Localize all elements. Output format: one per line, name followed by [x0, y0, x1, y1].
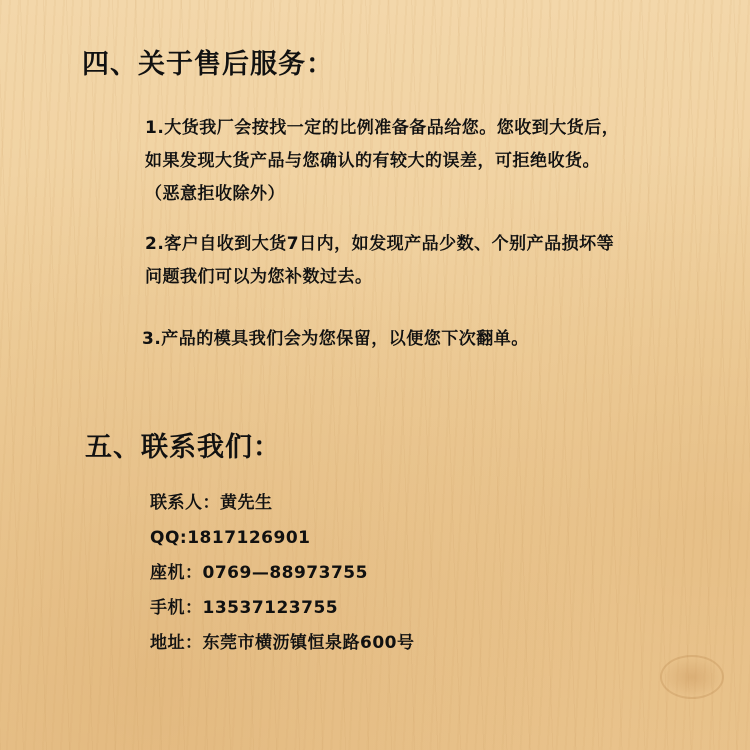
after-sales-item-2: [145, 228, 614, 294]
contact-mobile: 手机：13537123755: [150, 598, 339, 618]
after-sales-item-3: [142, 323, 529, 356]
contact-landline: 座机：0769—88973755: [150, 563, 368, 583]
after-sales-item-1-line-3: （恶意拒收除外）: [145, 184, 285, 204]
contact-list: [150, 490, 415, 665]
after-sales-item-3-line-1: 3.产品的模具我们会为您保留，以便您下次翻单。: [142, 329, 529, 349]
after-sales-item-1-line-1: 1.大货我厂会按找一定的比例准备备品给您。您收到大货后，: [145, 118, 620, 138]
after-sales-item-1: [145, 112, 619, 211]
after-sales-item-1-line-2: 如果发现大货产品与您确认的有较大的误差，可拒绝收货。: [145, 151, 600, 171]
after-sales-item-2-line-1: 2.客户自收到大货7日内，如发现产品少数、个别产品损坏等: [145, 234, 615, 254]
contact-address: 地址：东莞市横沥镇恒泉路600号: [150, 633, 415, 653]
contact-person: 联系人：黄先生: [150, 493, 273, 513]
wood-knot: [660, 655, 724, 699]
section-5-title: 五、联系我们：: [85, 432, 281, 463]
section-4-title: 四、关于售后服务：: [82, 49, 334, 80]
contact-qq: QQ:1817126901: [150, 528, 311, 548]
after-sales-item-2-line-2: 问题我们可以为您补数过去。: [145, 267, 373, 287]
